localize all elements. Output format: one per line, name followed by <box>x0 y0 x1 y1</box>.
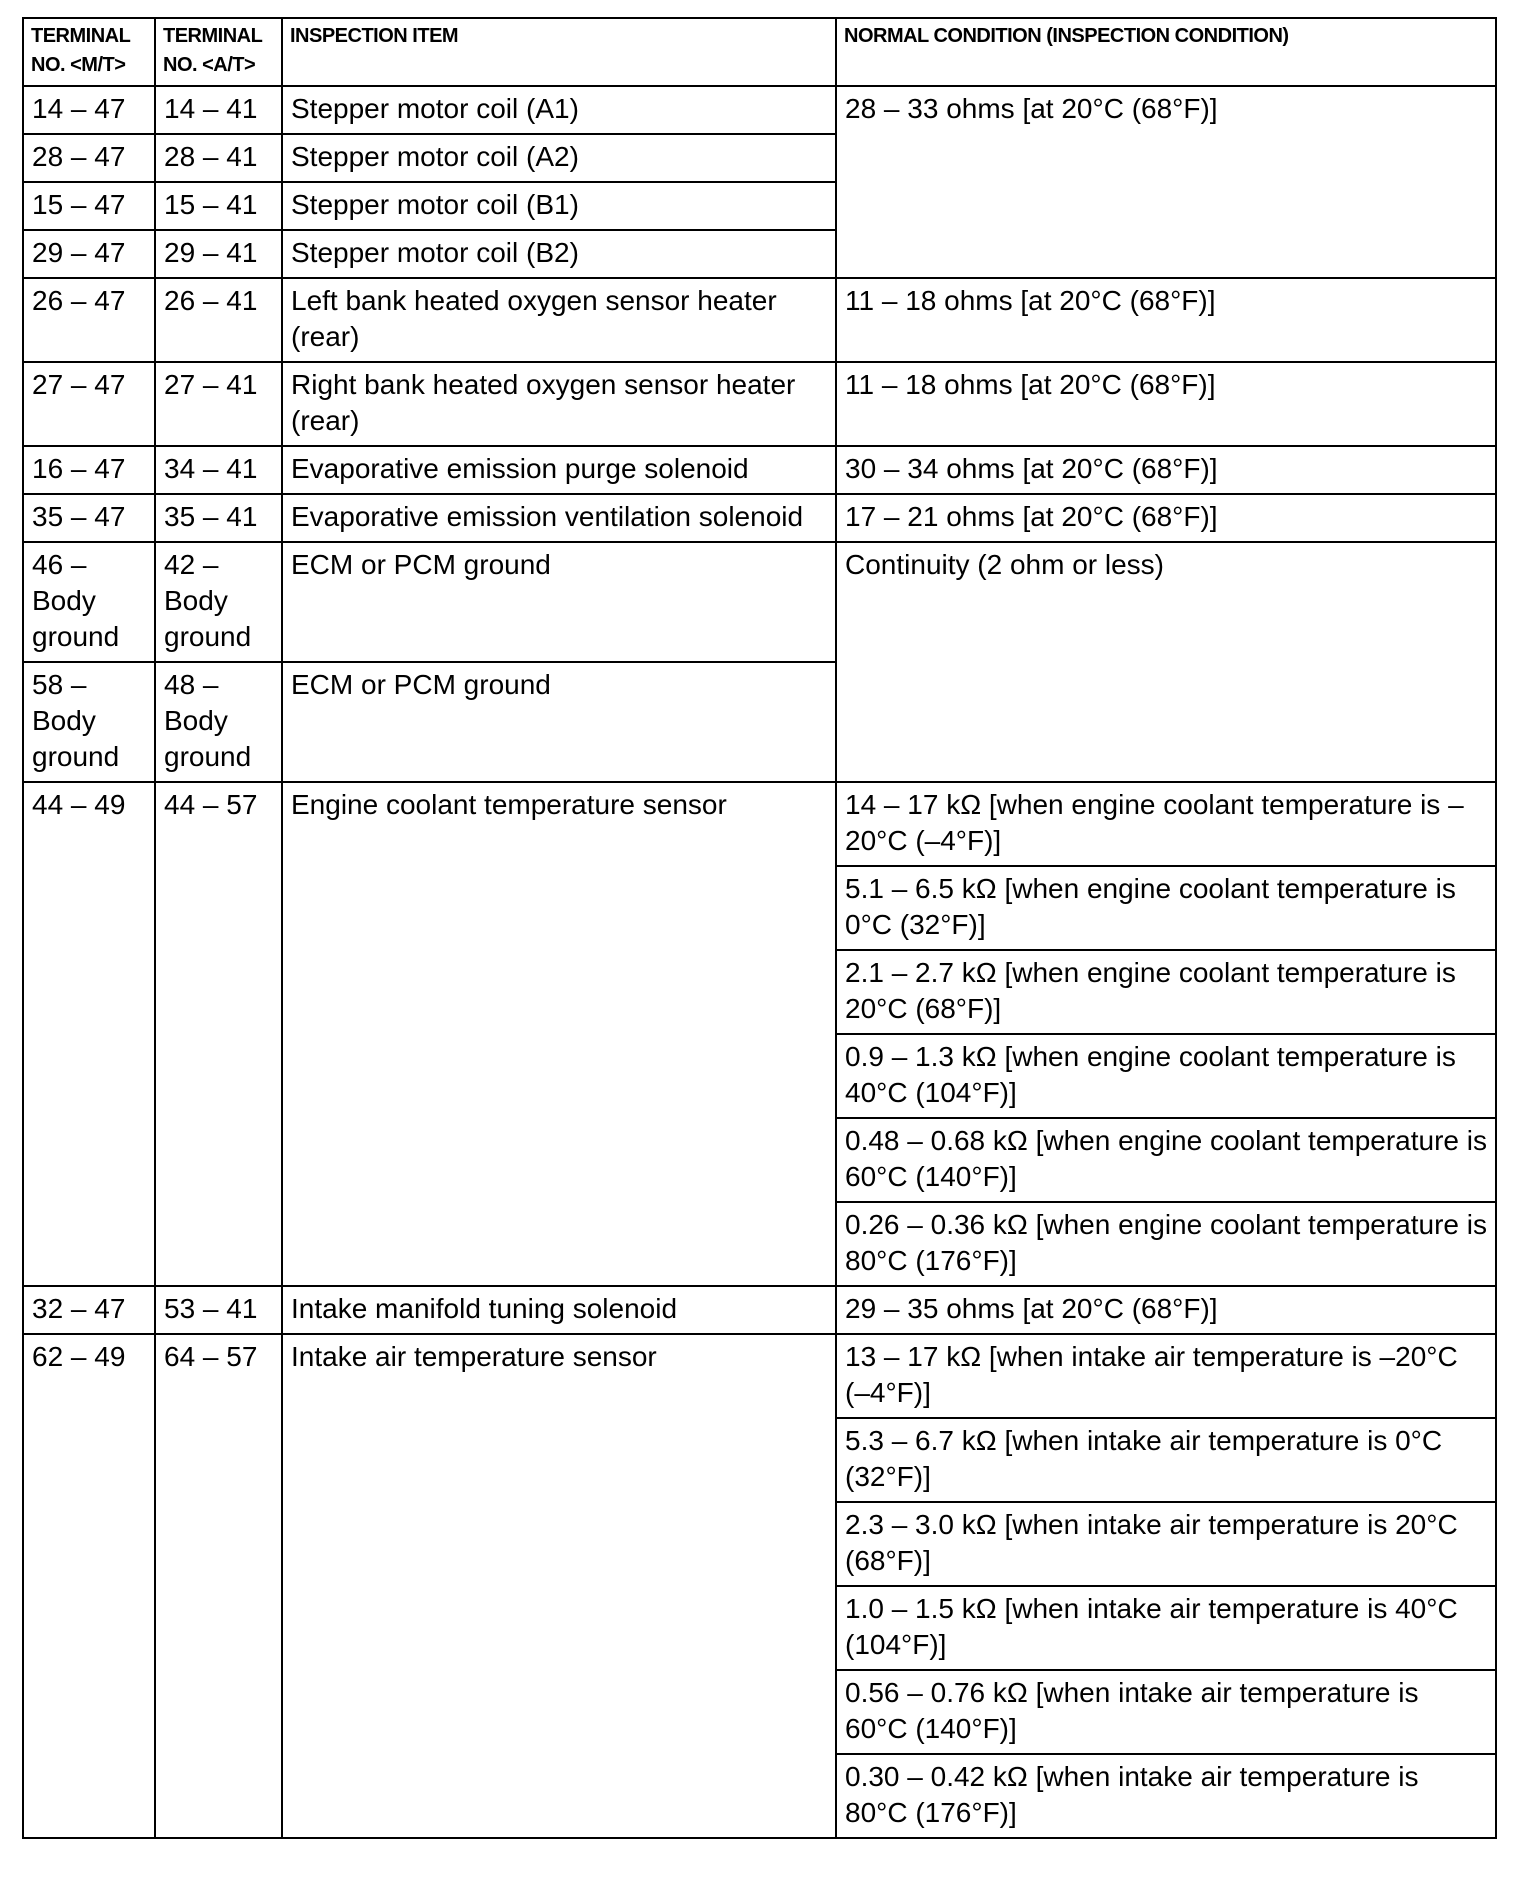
inspection-item: Evaporative emission purge solenoid <box>282 446 836 494</box>
terminal-mt: 14 – 47 <box>23 86 155 134</box>
header-normal-condition: NORMAL CONDITION (INSPECTION CONDITION) <box>836 18 1496 86</box>
normal-condition: 0.26 – 0.36 kΩ [when engine coolant temperature is 80°C (176°F)] <box>836 1202 1496 1286</box>
terminal-mt: 29 – 47 <box>23 230 155 278</box>
normal-condition: Continuity (2 ohm or less) <box>836 542 1496 782</box>
table-row <box>23 446 1496 494</box>
terminal-at: 34 – 41 <box>155 446 282 494</box>
normal-condition: 0.30 – 0.42 kΩ [when intake air temperature is 80°C (176°F)] <box>836 1754 1496 1838</box>
inspection-item: Evaporative emission ventilation solenoid <box>282 494 836 542</box>
normal-condition: 2.1 – 2.7 kΩ [when engine coolant temperature is 20°C (68°F)] <box>836 950 1496 1034</box>
terminal-at: 44 – 57 <box>155 782 282 1286</box>
normal-condition: 11 – 18 ohms [at 20°C (68°F)] <box>836 278 1496 362</box>
terminal-mt: 62 – 49 <box>23 1334 155 1838</box>
normal-condition: 14 – 17 kΩ [when engine coolant temperature is –20°C (–4°F)] <box>836 782 1496 866</box>
table-row <box>23 86 1496 134</box>
terminal-mt: 35 – 47 <box>23 494 155 542</box>
inspection-table <box>22 17 1497 1839</box>
normal-condition: 5.1 – 6.5 kΩ [when engine coolant temperature is 0°C (32°F)] <box>836 866 1496 950</box>
inspection-item: Stepper motor coil (B1) <box>282 182 836 230</box>
terminal-at: 28 – 41 <box>155 134 282 182</box>
table-row <box>23 1286 1496 1334</box>
inspection-item: Engine coolant temperature sensor <box>282 782 836 1286</box>
terminal-mt: 15 – 47 <box>23 182 155 230</box>
normal-condition: 13 – 17 kΩ [when intake air temperature is –20°C (–4°F)] <box>836 1334 1496 1418</box>
normal-condition: 0.9 – 1.3 kΩ [when engine coolant temperature is 40°C (104°F)] <box>836 1034 1496 1118</box>
terminal-mt: 44 – 49 <box>23 782 155 1286</box>
table-row <box>23 494 1496 542</box>
inspection-item: Stepper motor coil (A1) <box>282 86 836 134</box>
terminal-mt: 16 – 47 <box>23 446 155 494</box>
inspection-item: Right bank heated oxygen sensor heater (rear) <box>282 362 836 446</box>
normal-condition: 5.3 – 6.7 kΩ [when intake air temperature is 0°C (32°F)] <box>836 1418 1496 1502</box>
terminal-mt: 26 – 47 <box>23 278 155 362</box>
terminal-at: 48 – Body ground <box>155 662 282 782</box>
header-row <box>23 18 1496 86</box>
table-row <box>23 782 1496 866</box>
inspection-item: Intake air temperature sensor <box>282 1334 836 1838</box>
terminal-at: 29 – 41 <box>155 230 282 278</box>
header-terminal-mt: TERMINAL NO. <M/T> <box>23 18 155 86</box>
terminal-at: 42 – Body ground <box>155 542 282 662</box>
terminal-at: 14 – 41 <box>155 86 282 134</box>
inspection-item: ECM or PCM ground <box>282 662 836 782</box>
normal-condition: 2.3 – 3.0 kΩ [when intake air temperature is 20°C (68°F)] <box>836 1502 1496 1586</box>
terminal-at: 35 – 41 <box>155 494 282 542</box>
terminal-mt: 28 – 47 <box>23 134 155 182</box>
inspection-item: Intake manifold tuning solenoid <box>282 1286 836 1334</box>
normal-condition: 17 – 21 ohms [at 20°C (68°F)] <box>836 494 1496 542</box>
terminal-at: 27 – 41 <box>155 362 282 446</box>
normal-condition: 30 – 34 ohms [at 20°C (68°F)] <box>836 446 1496 494</box>
normal-condition: 0.48 – 0.68 kΩ [when engine coolant temperature is 60°C (140°F)] <box>836 1118 1496 1202</box>
normal-condition: 29 – 35 ohms [at 20°C (68°F)] <box>836 1286 1496 1334</box>
terminal-mt: 58 – Body ground <box>23 662 155 782</box>
normal-condition: 11 – 18 ohms [at 20°C (68°F)] <box>836 362 1496 446</box>
terminal-at: 64 – 57 <box>155 1334 282 1838</box>
normal-condition: 28 – 33 ohms [at 20°C (68°F)] <box>836 86 1496 278</box>
terminal-mt: 46 – Body ground <box>23 542 155 662</box>
inspection-item: Left bank heated oxygen sensor heater (rear) <box>282 278 836 362</box>
terminal-mt: 32 – 47 <box>23 1286 155 1334</box>
terminal-at: 53 – 41 <box>155 1286 282 1334</box>
table-body <box>23 86 1496 1838</box>
normal-condition: 0.56 – 0.76 kΩ [when intake air temperature is 60°C (140°F)] <box>836 1670 1496 1754</box>
terminal-at: 26 – 41 <box>155 278 282 362</box>
inspection-item: Stepper motor coil (A2) <box>282 134 836 182</box>
normal-condition: 1.0 – 1.5 kΩ [when intake air temperature is 40°C (104°F)] <box>836 1586 1496 1670</box>
terminal-mt: 27 – 47 <box>23 362 155 446</box>
inspection-item: Stepper motor coil (B2) <box>282 230 836 278</box>
header-inspection-item: INSPECTION ITEM <box>282 18 836 86</box>
terminal-at: 15 – 41 <box>155 182 282 230</box>
inspection-item: ECM or PCM ground <box>282 542 836 662</box>
table-row <box>23 362 1496 446</box>
table-row <box>23 1334 1496 1418</box>
header-terminal-at: TERMINAL NO. <A/T> <box>155 18 282 86</box>
table-row <box>23 278 1496 362</box>
table-row <box>23 542 1496 662</box>
